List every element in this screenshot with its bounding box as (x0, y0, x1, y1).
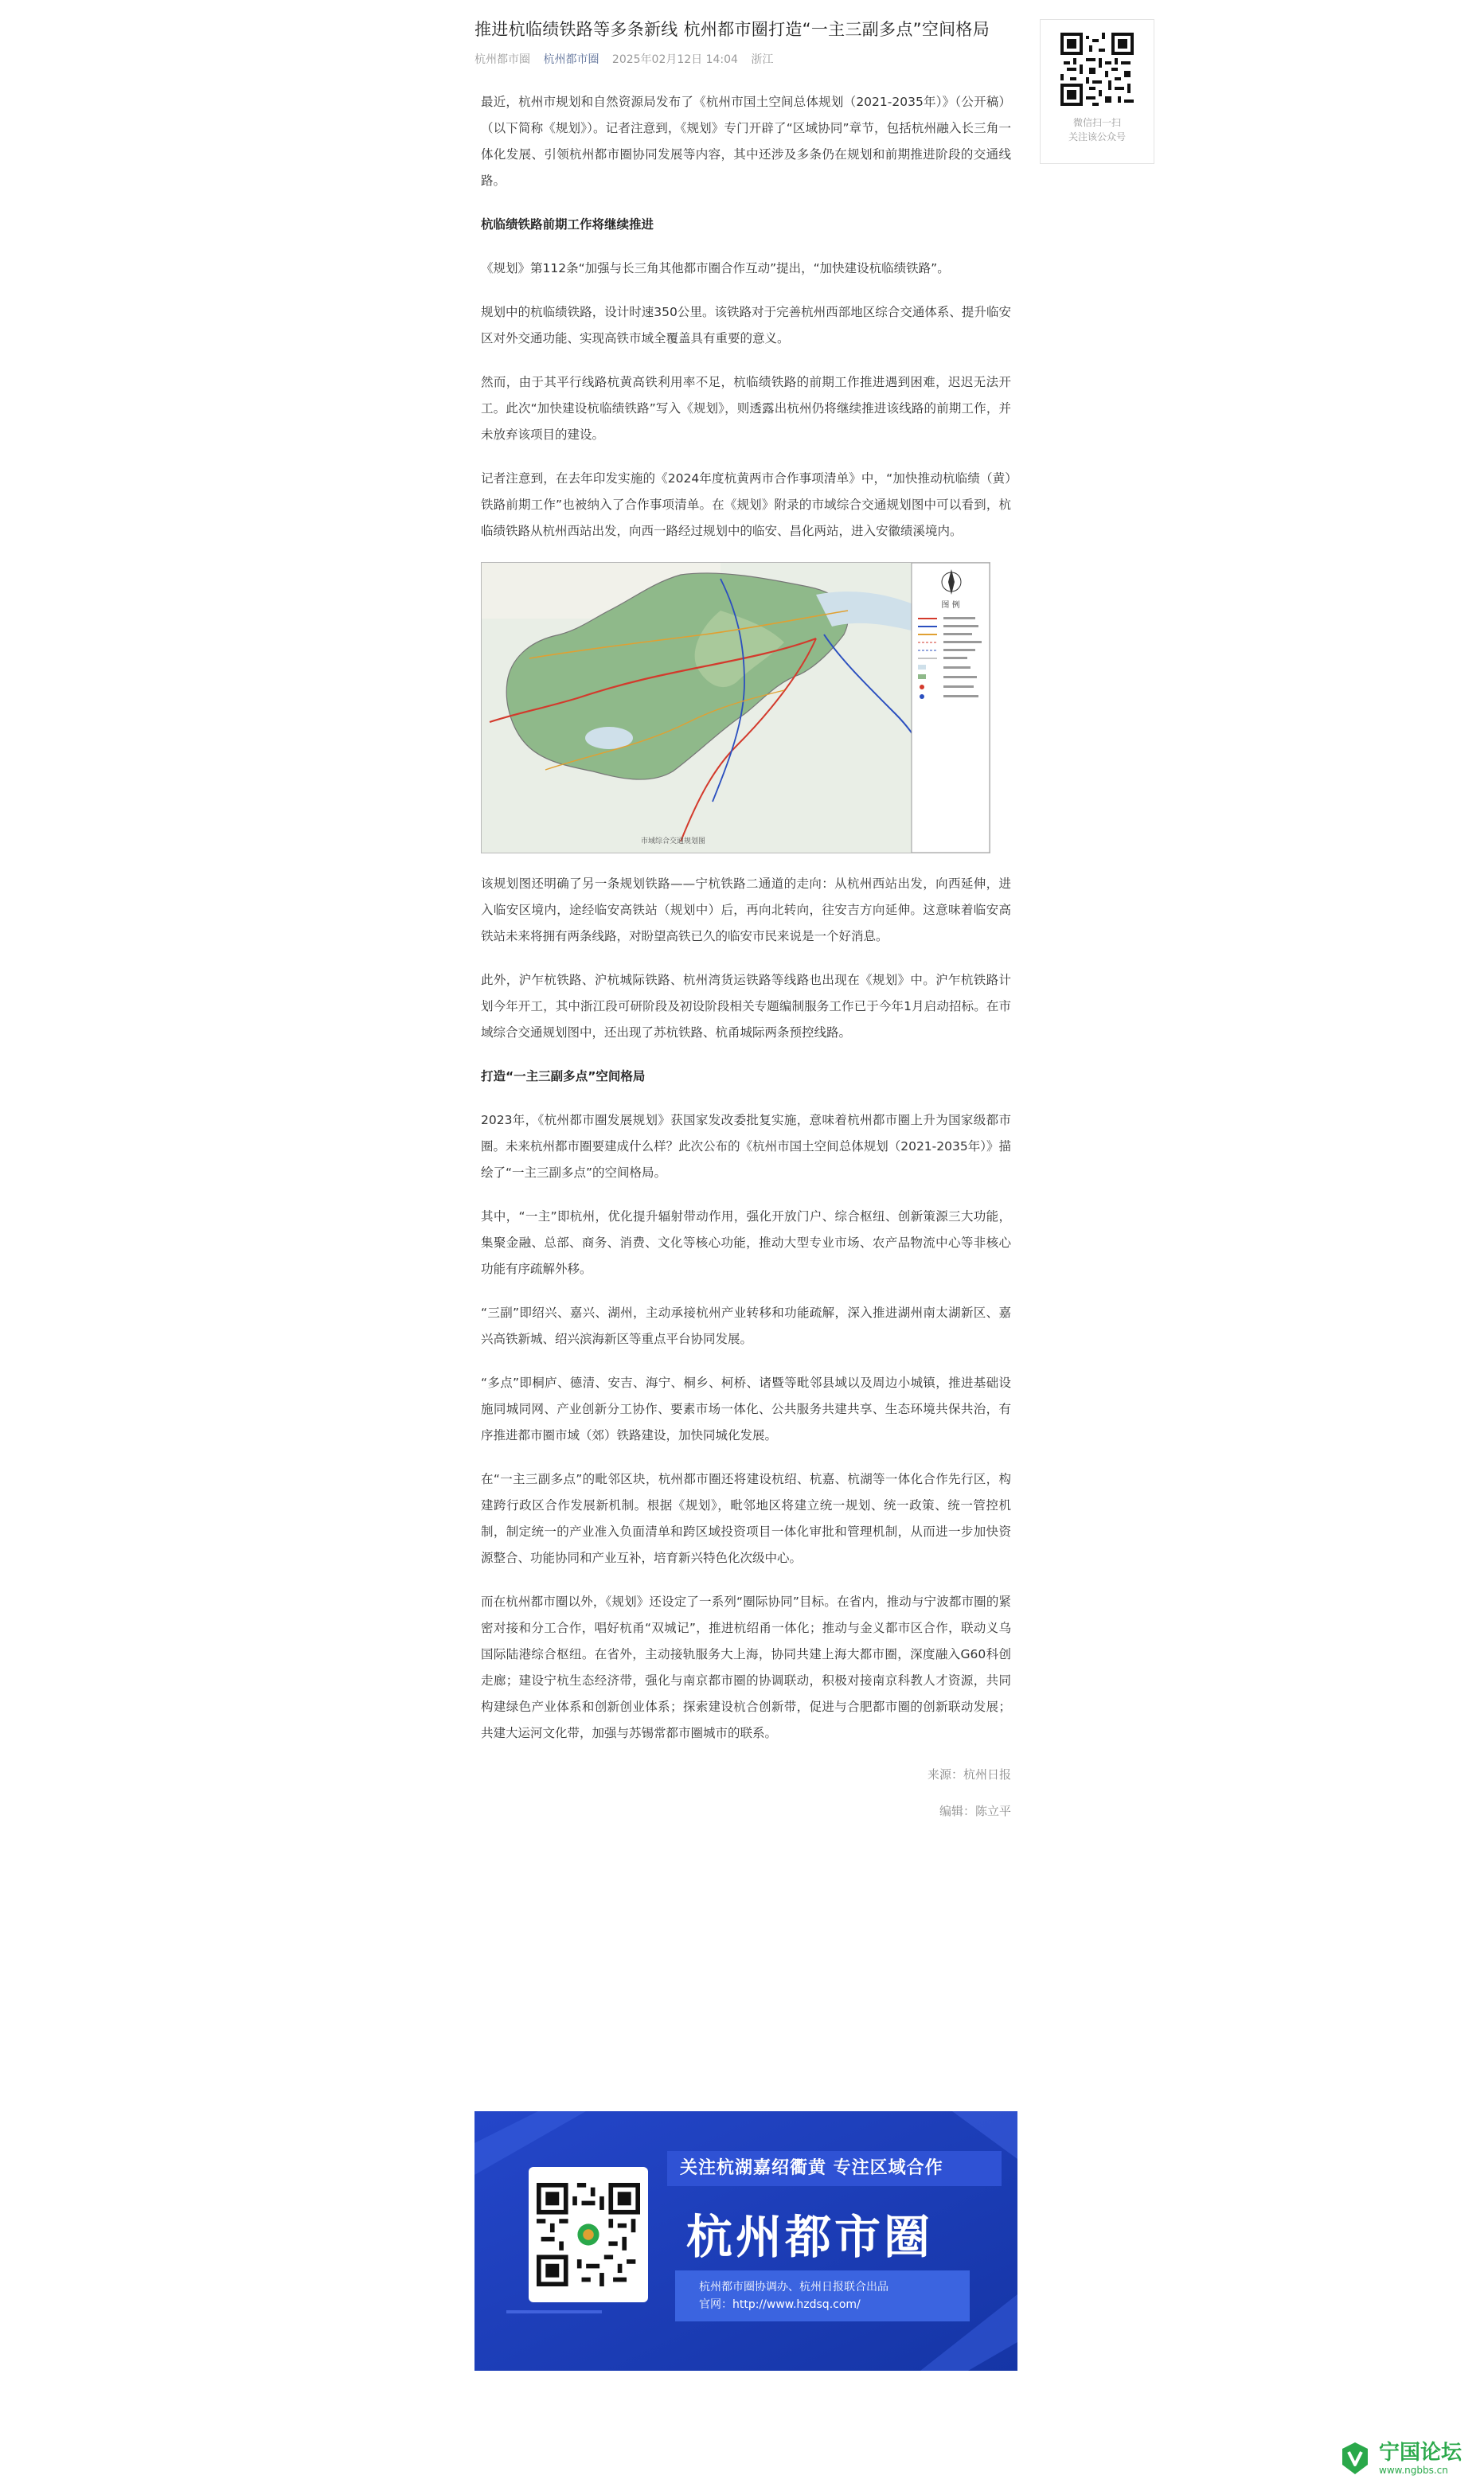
paragraph: “多点”即桐庐、德清、安吉、海宁、桐乡、柯桥、诸暨等毗邻县域以及周边小城镇，推进基础设施同城同网、产业创新分工协作、要素市场一体化、公共服务共建共享、生态环境共保共治，有序推进都市圈市域（郊）铁路建设，加快同城化发展。 (481, 1376, 1011, 1443)
paragraph: 最近，杭州市规划和自然资源局发布了《杭州市国土空间总体规划（2021-2035年）》（公开稿）（以下简称《规划》）。记者注意到，《规划》专门开辟了“区域协同”章节，包括杭州融入长三角一体化发展、引领杭州都市圈协同发展等内容，其中还涉及多条仍在规划和前期推进阶段的交通线路。 (481, 95, 1011, 188)
forum-watermark (1338, 2441, 1481, 2476)
promo-banner[interactable] (474, 2111, 1017, 2371)
article (474, 18, 1016, 1829)
transport-planning-map (481, 562, 990, 853)
paragraph: 而在杭州都市圈以外，《规划》还设定了一系列“圈际协同”目标。在省内，推动与宁波都市圈的紧密对接和分工合作，唱好杭甬“双城记”，推进杭绍甬一体化；推动与金义都市区合作，联动义乌国际陆港综合枢纽。在省外，主动接轨服务大上海，协同共建上海大都市圈，深度融入G60科创走廊；建设宁杭生态经济带，强化与南京都市圈的协调联动，积极对接南京科教人才资源，共同构建绿色产业体系和创新创业体系；探索建设杭合创新带，促进与合肥都市圈的创新联动发展；共建大运河文化带，加强与苏锡常都市圈城市的联系。 (481, 1595, 1011, 1740)
banner-info-box (675, 2270, 970, 2321)
section-heading: 杭临绩铁路前期工作将继续推进 (481, 217, 654, 232)
paragraph: 《规划》第112条“加强与长三角其他都市圈合作互动”提出，“加快建设杭临绩铁路”。 (481, 261, 950, 275)
forum-logo-icon (1338, 2441, 1373, 2476)
paragraph: 在“一主三副多点”的毗邻区块，杭州都市圈还将建设杭绍、杭嘉、杭湖等一体化合作先行区，构建跨行政区合作发展新机制。根据《规划》，毗邻地区将建立统一规划、统一政策、统一管控机制，制定统一的产业准入负面清单和跨区域投资项目一体化审批和管理机制，从而进一步加快资源整合、功能协同和产业互补，培育新兴特色化次级中心。 (481, 1472, 1011, 1565)
meta-account-link[interactable]: 杭州都市圈 (543, 53, 599, 66)
banner-qr-code-icon[interactable] (537, 2183, 640, 2286)
section-heading: 打造“一主三副多点”空间格局 (481, 1069, 646, 1083)
banner-brand-name: 杭州都市圈 (686, 2210, 934, 2264)
article-title: 推进杭临绩铁路等多条新线 杭州都市圈打造“一主三副多点”空间格局 (474, 20, 990, 39)
paragraph: 2023年，《杭州都市圈发展规划》获国家发改委批复实施，意味着杭州都市圈上升为国家级都市圈。未来杭州都市圈要建成什么样？此次公布的《杭州市国土空间总体规划（2021-2035年）》描绘了“一主三副多点”的空间格局。 (481, 1113, 1011, 1180)
paragraph: 规划中的杭临绩铁路，设计时速350公里。该铁路对于完善杭州西部地区综合交通体系、提升临安区对外交通功能、实现高铁市域全覆盖具有重要的意义。 (481, 305, 1011, 346)
paragraph: 此外，沪乍杭铁路、沪杭城际铁路、杭州湾货运铁路等线路也出现在《规划》中。沪乍杭铁路计划今年开工，其中浙江段可研阶段及初设阶段相关专题编制服务工作已于今年1月启动招标。在市域综合交通规划图中，还出现了苏杭铁路、杭甬城际两条预控线路。 (481, 973, 1011, 1040)
banner-website[interactable]: 官网：http://www.hzdsq.com/ (699, 2298, 861, 2311)
paragraph: 然而，由于其平行线路杭黄高铁利用率不足，杭临绩铁路的前期工作推进遇到困难，迟迟无法开工。此次“加快建设杭临绩铁路”写入《规划》，则透露出杭州仍将继续推进该线路的前期工作，并未放弃该项目的建设。 (481, 375, 1011, 442)
article-meta (474, 51, 1016, 67)
banner-producers: 杭州都市圈协调办、杭州日报联合出品 (699, 2281, 888, 2294)
forum-name: 宁国论坛 (1379, 2441, 1463, 2465)
legend-title: 图 例 (941, 601, 960, 610)
map-graphic (482, 563, 990, 853)
meta-region: 浙江 (751, 53, 774, 66)
paragraph: 其中，“一主”即杭州，优化提升辐射带动作用，强化开放门户、综合枢纽、创新策源三大功能，集聚金融、总部、商务、消费、文化等核心功能，推动大型专业市场、农产品物流中心等非核心功能有序疏解外移。 (481, 1209, 1011, 1276)
qr-code-icon[interactable] (1060, 33, 1134, 106)
article-source: 来源：杭州日报 (927, 1767, 1011, 1782)
banner-slogan: 关注杭湖嘉绍衢黄 专注区域合作 (667, 2151, 1002, 2186)
follow-qr-card (1040, 19, 1154, 164)
paragraph: “三副”即绍兴、嘉兴、湖州，主动承接杭州产业转移和功能疏解，深入推进湖州南太湖新区、嘉兴高铁新城、绍兴滨海新区等重点平台协同发展。 (481, 1306, 1011, 1346)
paragraph: 记者注意到，在去年印发实施的《2024年度杭黄两市合作事项清单》中，“加快推动杭临绩（黄）铁路前期工作”也被纳入了合作事项清单。在《规划》附录的市域综合交通规划图中可以看到，杭临绩铁路从杭州西站出发，向西一路经过规划中的临安、昌化两站，进入安徽绩溪境内。 (481, 471, 1011, 538)
map-caption: 市域综合交通规划图 (641, 837, 706, 845)
meta-source-account: 杭州都市圈 (474, 53, 530, 66)
qr-caption-line1: 微信扫一扫 (1072, 117, 1121, 128)
article-body (474, 89, 1016, 1821)
article-editor: 编辑：陈立平 (939, 1804, 1011, 1818)
qr-caption-line2: 关注该公众号 (1068, 131, 1126, 142)
meta-datetime: 2025年02月12日 14:04 (611, 53, 738, 66)
forum-url: www.ngbbs.cn (1379, 2465, 1448, 2476)
banner-qr-card (529, 2167, 648, 2302)
paragraph: 该规划图还明确了另一条规划铁路——宁杭铁路二通道的走向：从杭州西站出发，向西延伸，进入临安区境内，途经临安高铁站（规划中）后，再向北转向，往安吉方向延伸。这意味着临安高铁站未来将拥有两条线路，对盼望高铁已久的临安市民来说是一个好消息。 (481, 876, 1011, 943)
